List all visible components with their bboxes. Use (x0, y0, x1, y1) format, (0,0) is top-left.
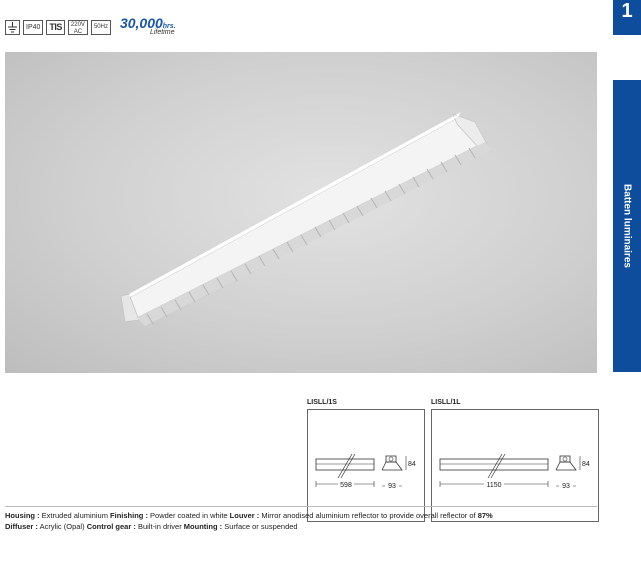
mounting-value: Surface or suspended (222, 522, 298, 531)
certification-icons (5, 17, 176, 37)
drawing-1-width: 93 (388, 483, 396, 490)
control-gear-label: Control gear : (86, 522, 136, 531)
specs-line-1 (5, 510, 493, 521)
louver-percentage: 87% (477, 511, 493, 520)
category-tab (613, 80, 641, 372)
tis-badge: TIS (46, 20, 65, 35)
batten-luminaire-image (5, 52, 597, 373)
drawing-2-height: 84 (582, 461, 590, 468)
mounting-label: Mounting : (183, 522, 223, 531)
finishing-value: Powder coated in white (147, 511, 230, 520)
product-photo (5, 52, 597, 373)
drawing-1-length: 598 (340, 482, 352, 489)
category-label: Batten luminaires (621, 184, 633, 268)
control-gear-value: Built-in driver (135, 522, 184, 531)
page-number-tab: 1 (613, 0, 641, 35)
drawing-1-model: LISLL/1S (307, 399, 337, 406)
specifications (5, 510, 493, 532)
louver-label: Louver : (229, 511, 260, 520)
voltage-bottom: AC (73, 28, 83, 35)
voltage-badge (68, 20, 88, 35)
housing-label: Housing : (5, 511, 40, 520)
lifetime-value: 30,000 (119, 15, 163, 31)
frequency-badge: 50Hz (91, 20, 111, 35)
drawing-2-svg (432, 410, 598, 521)
drawing-1-height: 84 (408, 461, 416, 468)
voltage-top: 220V (70, 21, 85, 28)
lifetime-block (119, 15, 176, 36)
lifetime-unit: hrs. (162, 23, 176, 30)
diffuser-value: Acrylic (Opal) (37, 522, 87, 531)
lifetime-label: Lifetime (149, 29, 175, 36)
drawing-2-length: 1150 (486, 482, 502, 489)
specs-divider (5, 506, 597, 507)
housing-value: Extruded aluminium (39, 511, 111, 520)
ip-rating-badge: IP40 (23, 20, 43, 35)
diffuser-label: Diffuser : (5, 522, 38, 531)
finishing-label: Finishing : (110, 511, 148, 520)
drawing-1-svg (308, 410, 424, 521)
earth-ground-icon (5, 20, 20, 35)
louver-value: Mirror anodised aluminium reflector to provide overall reflector of (259, 511, 478, 520)
specs-line-2 (5, 521, 493, 532)
drawing-2-width: 93 (562, 483, 570, 490)
drawing-2-model: LISLL/1L (431, 399, 461, 406)
